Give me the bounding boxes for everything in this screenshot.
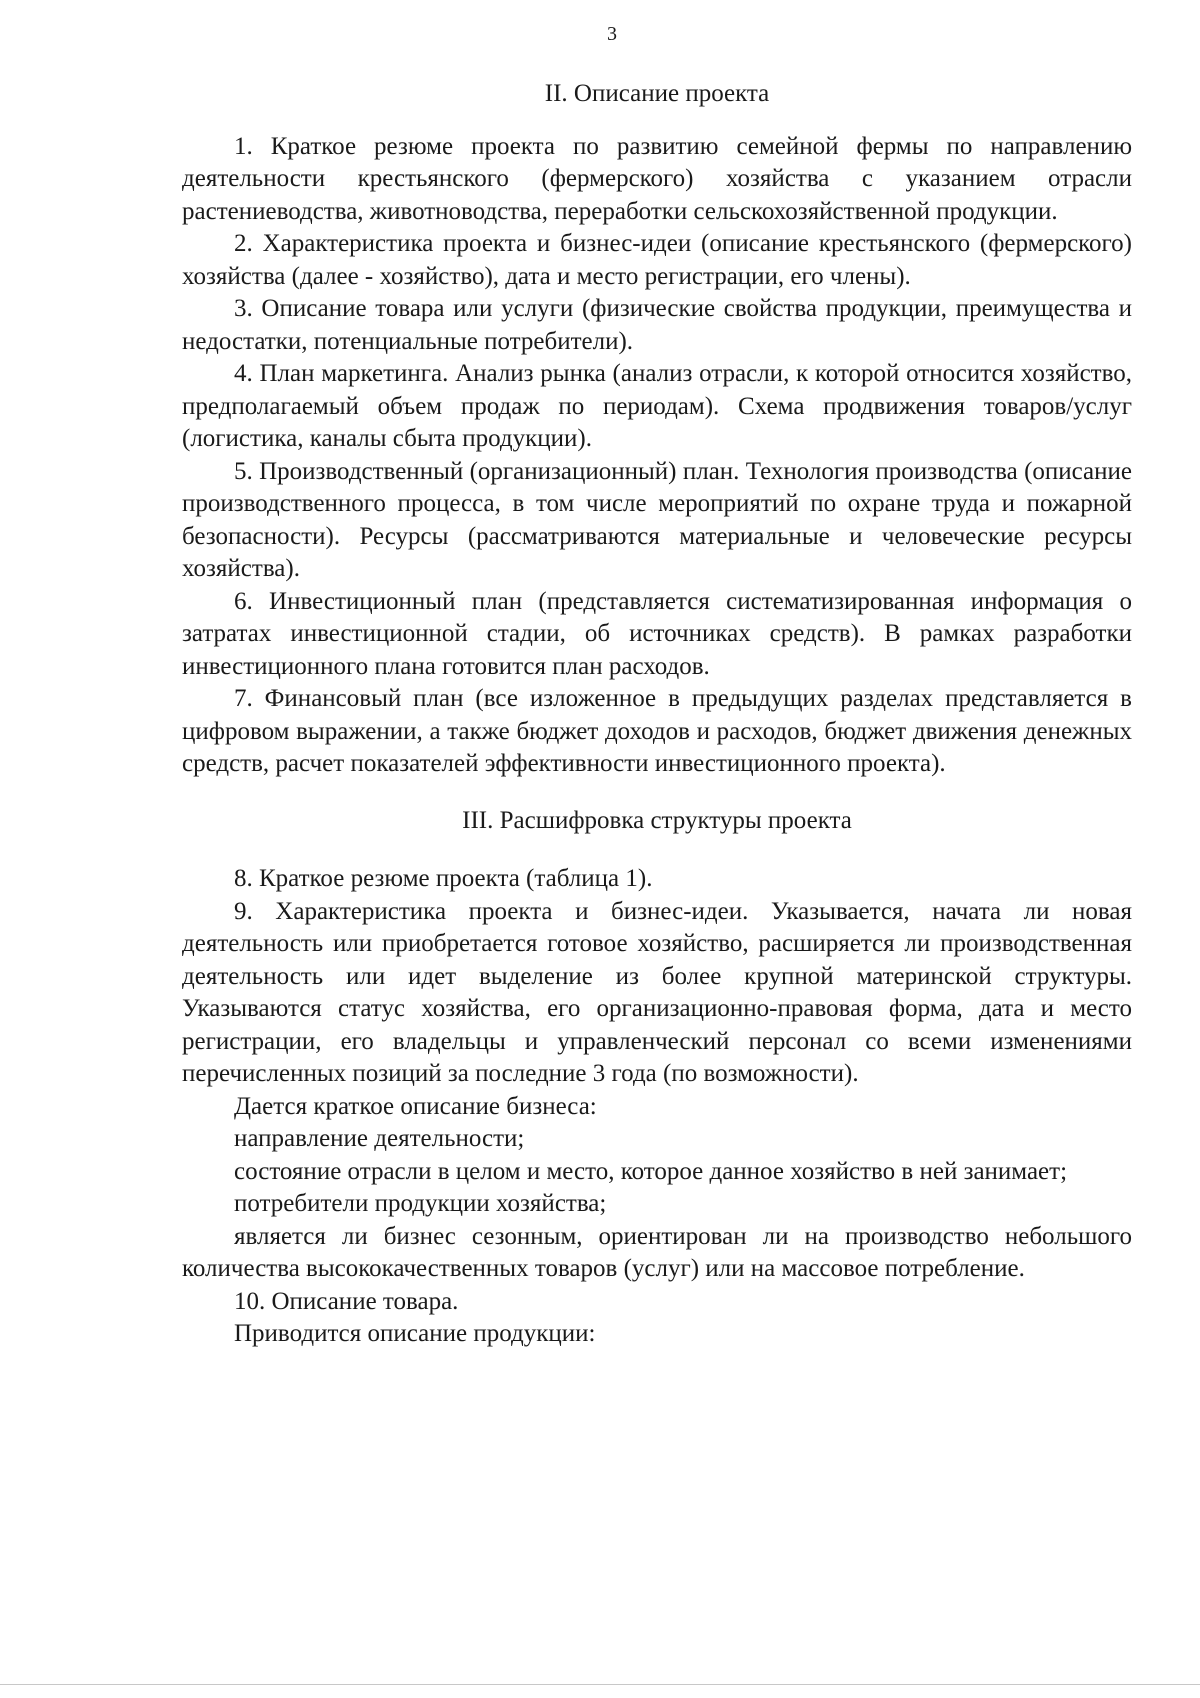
paragraph-2: 2. Характеристика проекта и бизнес-идеи (описание крестьянского (фермерского) хозяйства (далее - хозяйство), дата и место регистрации, его члены). (182, 230, 1132, 290)
paragraph-3: 3. Описание товара или услуги (физические свойства продукции, преимущества и недостатки, потенциальные потребители). (182, 295, 1132, 355)
section-2-heading: II. Описание проекта (544, 80, 770, 107)
section-3-heading: III. Расшифровка структуры проекта (462, 806, 852, 834)
list-item-consumers: потребители продукции хозяйства; (234, 1190, 607, 1217)
paragraph-9: 9. Характеристика проекта и бизнес-идеи. Указывается, начата ли новая деятельность или приобретается готовое хозяйство, расширяется ли производственная деятельность или идет выделение из более крупной материнской структуры. Указываются статус хозяйства, его организационно-правовая форма, дата и место регистрации, его владельцы и управленческий персонал со всеми изменениями перечисленных позиций за последние 3 года (по возможности). (182, 897, 1132, 1087)
paragraph-4: 4. План маркетинга. Анализ рынка (анализ отрасли, к которой относится хозяйство, предполагаемый объем продаж по периодам). Схема продвижения товаров/услуг (логистика, каналы сбыта продукции). (182, 360, 1132, 452)
document-body (182, 78, 1132, 1351)
paragraph-7: 7. Финансовый план (все изложенное в предыдущих разделах представляется в цифровом выражении, а также бюджет доходов и расходов, бюджет движения денежных средств, расчет показателей эффективности инвестиционного проекта). (182, 685, 1132, 777)
paragraph-10: 10. Описание товара. (234, 1287, 459, 1315)
paragraph-business-intro: Дается краткое описание бизнеса: (234, 1092, 597, 1120)
list-item-seasonality: является ли бизнес сезонным, ориентирован ли на производство небольшого количества высококачественных товаров (услуг) или на массовое потребление. (182, 1222, 1132, 1282)
list-item-activity: направление деятельности; (234, 1125, 525, 1152)
paragraph-6: 6. Инвестиционный план (представляется систематизированная информация о затратах инвестиционной стадии, об источниках средств). В рамках разработки инвестиционного плана готовится план расходов. (182, 587, 1132, 680)
paragraph-product-description: Приводится описание продукции: (234, 1320, 596, 1347)
paragraph-8: 8. Краткое резюме проекта (таблица 1). (234, 865, 653, 892)
paragraph-1: 1. Краткое резюме проекта по развитию семейной фермы по направлению деятельности крестьянского (фермерского) хозяйства с указанием отрасли растениеводства, животноводства, переработки сельскохозяйственной продукции. (182, 132, 1132, 225)
page-number: 3 (607, 23, 617, 45)
list-item-industry-state: состояние отрасли в целом и место, которое данное хозяйство в ней занимает; (234, 1157, 1068, 1185)
bottom-scan-edge (0, 1684, 1200, 1685)
paragraph-5: 5. Производственный (организационный) план. Технология производства (описание производственного процесса, в том числе мероприятий по охране труда и пожарной безопасности). Ресурсы (рассматриваются материальные и человеческие ресурсы хозяйства). (182, 457, 1132, 582)
